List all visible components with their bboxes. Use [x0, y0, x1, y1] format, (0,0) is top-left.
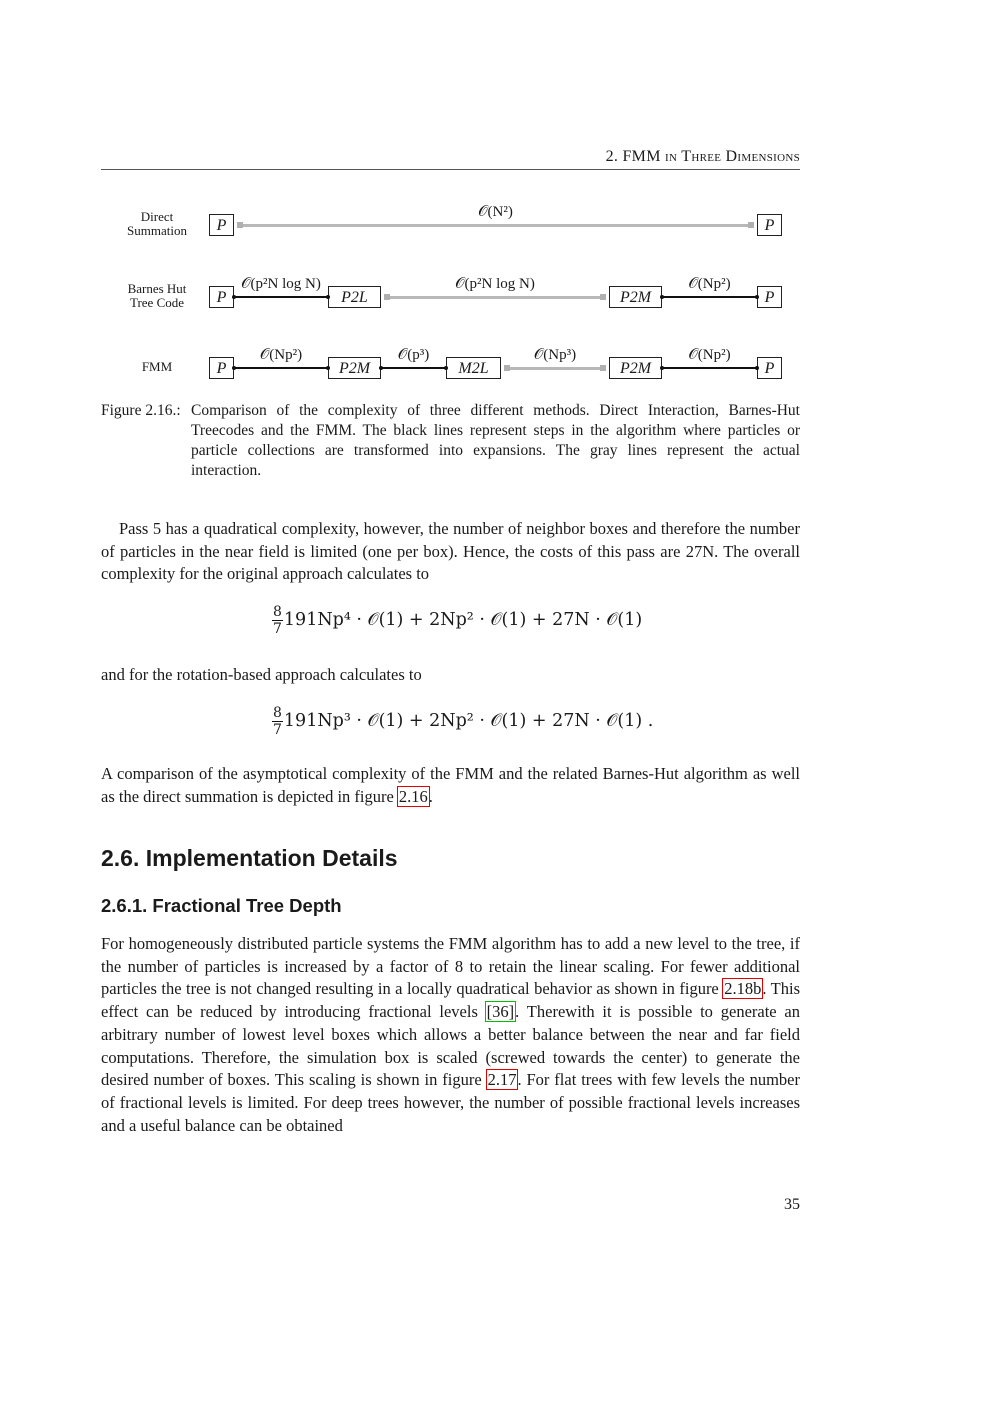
- node-box: P2M: [609, 357, 662, 379]
- line-end-dot: [660, 366, 664, 370]
- line-end-cap: [237, 222, 243, 228]
- line-end-dot: [444, 366, 448, 370]
- paragraph-rotation: and for the rotation-based approach calculates to: [101, 665, 422, 684]
- header-rule: [101, 169, 800, 170]
- row-label-line: Direct: [140, 209, 174, 224]
- figure-ref-link[interactable]: 2.18b: [724, 979, 762, 999]
- complexity-label: 𝒪(N²): [478, 204, 513, 220]
- line-end-cap: [600, 365, 606, 371]
- complexity-label: 𝒪(p³): [397, 347, 430, 363]
- node-box: P: [209, 357, 234, 379]
- line-end-cap: [504, 365, 510, 371]
- running-header: [101, 148, 800, 166]
- figure-ref-link[interactable]: 2.16: [398, 786, 428, 806]
- line-end-dot: [326, 366, 330, 370]
- figure-caption-label: Figure 2.16.:: [101, 402, 181, 419]
- paragraph-comparison: A comparison of the asymptotical complexity of the FMM and the related Barnes-Hut algorithm as well as the direct summation is depicted in figure 2.16.: [101, 764, 800, 806]
- row-label: [102, 210, 212, 238]
- row-label: [102, 360, 212, 374]
- subsection-heading: 2.6.1. Fractional Tree Depth: [101, 895, 342, 916]
- chapter-number: 2.: [605, 148, 619, 165]
- figure-caption: [101, 401, 800, 481]
- interaction-line: [386, 296, 604, 299]
- node-box: P2M: [609, 286, 662, 308]
- line-end-dot: [660, 295, 664, 299]
- complexity-label: 𝒪(Np²): [688, 347, 731, 363]
- line-end-dot: [232, 295, 236, 299]
- node-box: M2L: [446, 357, 501, 379]
- transform-line: [662, 296, 757, 298]
- row-label-line: Barnes Hut: [127, 281, 187, 296]
- line-end-dot: [232, 366, 236, 370]
- equation-terms: 191Np³ · 𝒪(1) + 2Np² · 𝒪(1) + 27N · 𝒪(1) .: [283, 711, 654, 731]
- node-box: P: [209, 214, 234, 236]
- node-box: P: [757, 214, 782, 236]
- complexity-label: 𝒪(Np²): [688, 276, 731, 292]
- transform-line: [234, 296, 328, 298]
- complexity-label: 𝒪(p²N log N): [241, 276, 321, 292]
- section-heading: 2.6. Implementation Details: [101, 845, 398, 871]
- line-end-cap: [600, 294, 606, 300]
- line-end-dot: [326, 295, 330, 299]
- paragraph-fractional-depth: For homogeneously distributed particle systems the FMM algorithm has to add a new level to the tree, if the number of particles is increased by a factor of 8 to retain the linear scaling. For fewer additional particles the tree is not changed resulting in a locally quadratical behavior as shown in figure 2.18b. This effect can be reduced by introducing fractional levels [36]. Therewith it is possible to generate an arbitrary number of lowest level boxes which allows a better balance between the near and far field computations. Therefore, the simulation box is scaled (screwed towards the center) to generate the desired number of boxes. This scaling is shown in figure 2.17. For flat trees with few levels the number of fractional levels is limited. For deep trees however, the number of possible fractional levels increases and a useful balance can be obtained: [101, 934, 801, 1135]
- line-end-cap: [748, 222, 754, 228]
- interaction-line: [239, 224, 752, 227]
- figure-ref-link[interactable]: 2.17: [487, 1070, 517, 1090]
- row-label-line: Tree Code: [129, 295, 185, 310]
- equation-original: [272, 604, 642, 637]
- node-box: P: [757, 357, 782, 379]
- transform-line: [234, 367, 328, 369]
- complexity-label: 𝒪(Np³): [533, 347, 577, 363]
- line-end-cap: [384, 294, 390, 300]
- line-end-dot: [755, 366, 759, 370]
- interaction-line: [506, 367, 604, 370]
- row-label-line: Summation: [127, 223, 187, 238]
- line-end-dot: [755, 295, 759, 299]
- fraction: $\frac{8}{7}$: [273, 604, 282, 637]
- row-label-line: FMM: [141, 359, 173, 374]
- transform-line: [381, 367, 446, 369]
- node-box: P2L: [328, 286, 381, 308]
- chapter-title: FMM in Three Dimensions: [622, 148, 800, 165]
- node-box: P: [757, 286, 782, 308]
- paragraph-pass5: Pass 5 has a quadratical complexity, however, the number of neighbor boxes and therefore the number of particles in the near field is limited (one per box). Hence, the costs of this pass are 27N. The overall complexity for the original approach calculates to: [101, 519, 800, 584]
- citation-link[interactable]: [36]: [486, 1002, 515, 1022]
- fraction: $\frac{8}{7}$: [273, 705, 282, 738]
- node-box: P: [209, 286, 234, 308]
- equation-terms: 191Np⁴ · 𝒪(1) + 2Np² · 𝒪(1) + 27N · 𝒪(1): [283, 610, 643, 630]
- page-number: 35: [784, 1196, 800, 1213]
- figure-caption-text: Comparison of the complexity of three different methods. Direct Interaction, Barnes-Hut Treecodes and the FMM. The black lines represent steps in the algorithm where particles or particle collections are transformed into expansions. The gray lines represent the actual interaction.: [191, 402, 800, 479]
- node-box: P2M: [328, 357, 381, 379]
- transform-line: [662, 367, 757, 369]
- complexity-label: 𝒪(Np²): [259, 347, 303, 363]
- equation-rotation: [272, 705, 653, 738]
- line-end-dot: [379, 366, 383, 370]
- complexity-label: 𝒪(p²N log N): [455, 276, 535, 292]
- row-label: [102, 282, 212, 310]
